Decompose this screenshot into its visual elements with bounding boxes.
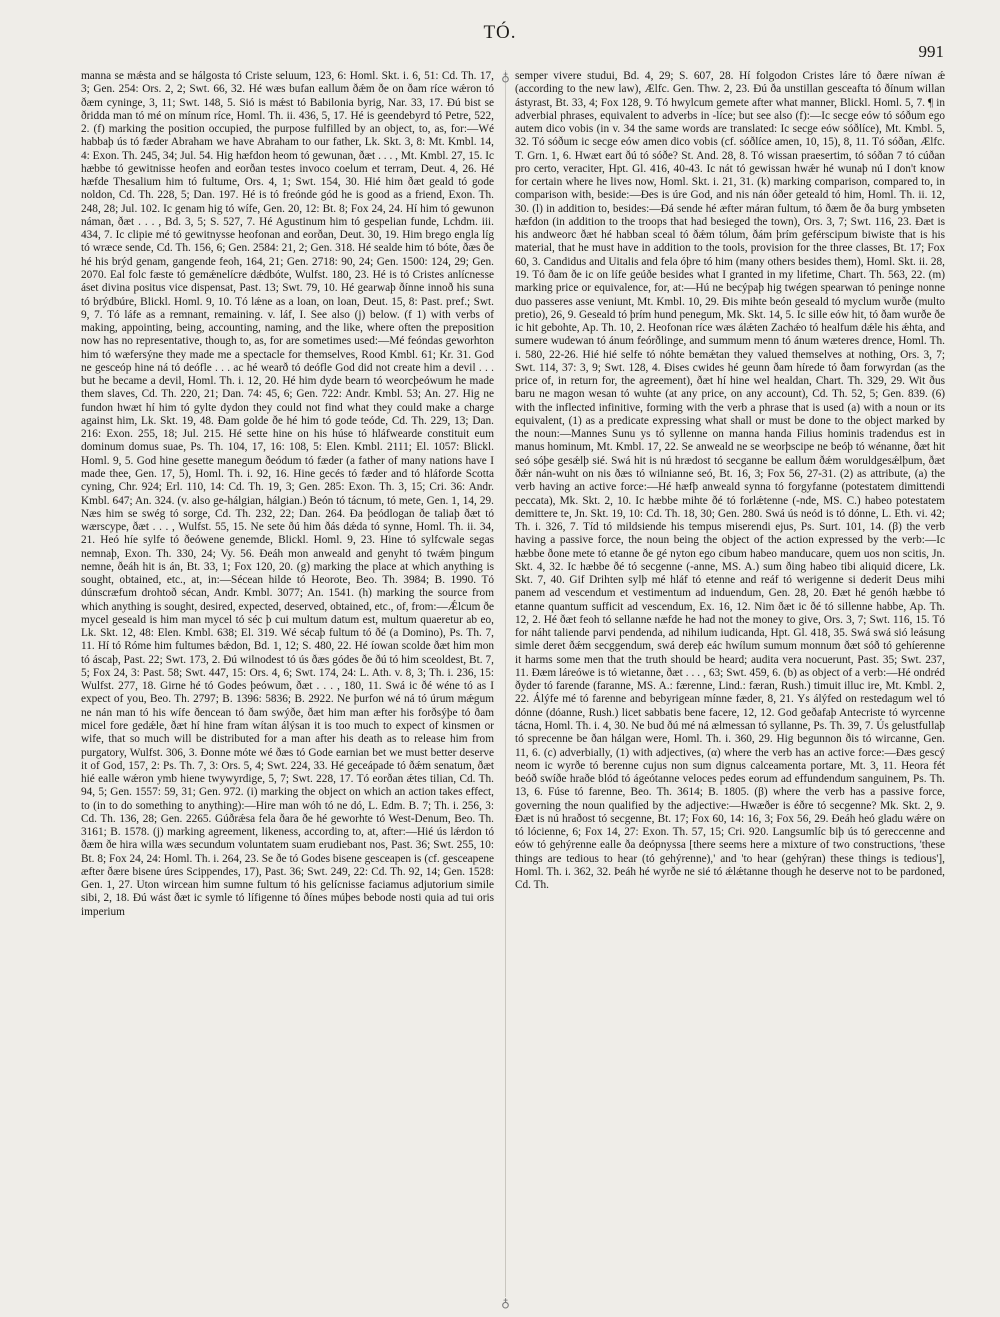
page-number: 991 <box>918 42 944 61</box>
divider-ornament-bottom: ♁ <box>501 1296 510 1310</box>
left-column <box>81 70 494 1307</box>
column-divider <box>505 70 506 1297</box>
running-headword: TÓ. <box>483 22 517 43</box>
divider-ornament-top: ♁ <box>501 70 510 84</box>
right-column <box>515 70 945 1307</box>
right-column-text: semper vivere studui, Bd. 4, 29; S. 607, 28. Hí folgodon Cristes láre tó ðære níwan ǽ (according to the new law), Ælfc. Gen. Thw. 2, 23. Ðú ða unstillan gesceafta tó ðínum willan ástyrast, Bt. 33, 4; Fox 128, 9. Tó hwylcum gemete after what manner, Blickl. Homl. 5, 7. ¶ in adverbial phrases, equivalent to adverbs in -líce; but see also (f):—Ic secge eów tó sóðum ego autem dico vobis (in v. 34 the same words are translated: Ic secge eów sóðlíce), Mt. Kmbl. 5, 32. Tó sóðum ic secge eów amen dico vobis (cf. sóðlíce amen, 10, 15), 8, 11. Tó sóðan, Ælfc. T. Grn. 1, 6. Hwæt eart ðú tó sóðe? St. And. 28, 8. Tó wissan praesertim, tó sóðan 7 tó cúðan pro certo, veraciter, Hpt. Gl. 416, 40-43. Ic nát tó gewissan hwǽr hé wunaþ nú I don't know for certain where he lives now, Homl. Skt. i. 21, 31. (k) marking comparison, compared to, in comparison with, beside:—Ðes is úre God, and nis nán óðer geteald tó him, Homl. Th. ii. 12, 30. (l) in addition to, besides:—Ðá sende hé æfter máran fultum, tó ðæm ðe ða burg ymbseten hæfdon (in addition to the troops that had besieged the town), Ors. 3, 7; Swt. 116, 23. Ðæt is his andweorc ðæt hé habban sceal tó ðǽm tólum, ðám þrím geférscipum biwiste that is his material, that he must have in addition to the tools, provision for the three classes, Bt. 17; Fox 60, 3. Candidus and Uitalis and fela óþre tó him (many others besides them), Homl. Skt. ii. 28, 19. Tó ðam ðe ic on lífe geúðe besides what I granted in my lifetime, Chart. Th. 563, 22. (m) marking price or equivalence, for, at:—Hú ne becýpaþ hig twégen spearwan tó peninge nonne duo passeres asse veniunt, Mt. Kmbl. 10, 29. Ðis mihte beón geseald tó myclum wurðe (multo pretio), 26, 9. Geseald tó þrím hund penegum, Mk. Skt. 14, 5. Ic sille eów hit, tó ðam wurðe ðe ic hit gebohte, Ap. Th. 10, 2. Heofonan ríce wæs álǽten Zachǽo tó healfum dǽle his ǽhta, and sumere wudewan tó ánum feórðlinge, and summum menn tó ánum wæteres drence, Homl. Th. i. 580, 22-26. Hié hié selfe tó nóhte bemǽtan they valued themselves at nothing, Ors. 3, 7; Swt. 114, 37: 3, 9; Swt. 128, 4. Ðises cwides hé geunn ðam hírede tó ðam forwyrdan (as the price of, in return for, the agreement), ðæt hí hine wel healdan, Chart. Th. 329, 29. Wit ðus baru ne magon wesan tó wuhte (at any price, on any account), Cd. Th. 52, 5; Gen. 839. (6) with the inflected infinitive, forming with the verb a phrase that is used (a) with a noun or its equivalent, (1) as a predicate expressing what shall or must be done to the object marked by the noun:—Mannes Sunu ys tó syllenne on manna handa Filius hominis tradendus est in manus hominum, Mt. Kmbl. 17, 22. Se anweald ne se weorþscipe ne beóþ tó wénanne, ðæt hit seó sóþe gesǽlþ sié. Swá hit is nú hrædost tó secganne be eallum ðǽm woruldgesǽlþum, ðæt ðǽr nán-wuht on nis ðæs tó wilnianne seó, Bt. 16, 3; Fox 56, 27-31. (2) as attribute, (a) the verb having an active force:—Hé hæfþ anweald synna tó forgyfanne (potestatem dimittendi peccata), Mk. Skt. 2, 10. Ic hæbbe mihte ðé tó forlǽtenne (-nde, MS. C.) habeo potestatem demittere te, Jn. Skt. 19, 10: Cd. Th. 18, 30; Gen. 280. Swá ús neód is tó dónne, L. Eth. vi. 42; Th. i. 326, 7. Tíd tó mildsiende his tempus miserendi ejus, Ps. Surt. 101, 14. (β) the verb having a passive force, the noun being the object of the action expressed by the verb:—Ic hæbbe ðone mete tó etanne ðe gé nyton ego cibum habeo manducare, quem uos non scitis, Jn. Skt. 4, 32. Ic hæbbe ðé tó secgenne (-anne, MS. A.) sum ðing habeo tibi aliquid dicere, Lk. Skt. 7, 40. Gif Drihten sylþ mé hláf tó etenne and reáf tó werigenne si dederit Deus mihi panem ad vescendum et vestimentum ad induendum, Gen. 28, 20. Ðæt hé genóh hæbbe tó etanne quantum sufficit ad vescendum, Ex. 16, 12. Nim ðæt ic ðé tó sillenne habbe, Ap. Th. 12, 2. Hé ðæt feoh tó sellanne næfde he had not the money to give, Ors. 3, 7; Swt. 116, 15. Tó for náht taliende parvi pendenda, ad nihilum iudicanda, Hpt. Gl. 418, 35. Swá swá sió leásung simle deret ðǽm secggendum, swá dereþ eác hwílum sumum monnum ðæt sóð tó gehíerenne it harms some men that the truth should be heard; audita vera nocuerunt, Past. 35; Swt. 237, 11. Ðæm láreówe is tó wietanne, ðæt . . . , 63; Swt. 459, 6. (b) as object of a verb:—Hé ondréd ðyder tó farende (faranne, MS. A.: færenne, Lind.: færan, Rush.) timuit illuc ire, Mt. Kmbl. 2, 22. Álýfe mé tó farenne and bebyrigean mínne fæder, 8, 21. Ys álýfed on restedagum wel tó dónne (dóanne, Rush.) licet sabbatis bene facere, 12, 12. God geðafaþ Antecriste tó wyrcenne tácna, Homl. Th. i. 4, 30. Ne bud ðú mé ná ælmessan tó syllanne, Ps. Th. 39, 7. Ús gelustfullaþ tó sprecenne be ðan hálgan were, Homl. Th. i. 360, 29. Hig begunnon ðis tó wircanne, Gen. 11, 6. (c) adverbially, (1) with adjectives, (α) where the verb has an active force:—Ðæs gescý neom ic wyrðe tó berenne cujus non sum dignus calceamenta portare, Mt. 3, 11. Heora fét beóð swíðe hraðe blód tó ágeótanne veloces pedes eorum ad effundendum sanguinem, Ps. Th. 13, 6. Fúse tó farenne, Beo. Th. 3614; B. 1805. (β) where the verb has a passive force, governing the noun qualified by the adjective:—Hwæðer is éðre tó secgenne? Mk. Skt. 2, 9. Ðæt is nú hraðost tó secgenne, Bt. 17; Fox 60, 14: 16, 3; Fox 56, 29. Ðeáh heó gladu wǽre on tó lócienne, 6; Fox 14, 27: Exon. Th. 57, 15; Cri. 920. Langsumlíc biþ ús tó gereccenne and eów tó gehýrenne ealle ða deópnyssa [there seems here a mixture of two constructions, 'these things are tedious to hear (tó gehýrenne),' and 'to hear (gehýran) these things is tedious'], Homl. Th. i. 362, 32. Þeáh hé wyrðe ne sié tó ǽlǽtanne though he deserve not to be pardoned, Cd. Th. <box>515 70 945 892</box>
left-column-text: manna se mǽsta and se hálgosta tó Criste seluum, 123, 6: Homl. Skt. i. 6, 51: Cd. Th. 17, 3; Gen. 254: Ors. 2, 2; Swt. 66, 32. Hé wæs bufan eallum ðǽm ðe on ðam ríce wǽron tó ðæm cyninge, 3, 11; Swt. 148, 5. Sió is mǽst tó Babilonia byrig, Nar. 33, 17. Ðú bist se ðridda man tó mé on mínum ríce, Homl. Th. ii. 436, 5, 17. Hé is geendebyrd tó Petre, 522, 2. (f) marking the position occupied, the purpose fulfilled by an object, to, as, for:—Wé habbaþ ús tó fæder Abraham we have Abraham to our father, Lk. Skt. 3, 8: Mt. Kmbl. 14, 4: Exon. Th. 245, 34; Jul. 54. Hig hæfdon heom tó gewunan, ðæt . . . , Mt. Kmbl. 27, 15. Ic hæbbe tó gewitnisse heofen and eorðan testes invoco coelum et terram, Deut. 4, 26. Hé hæfde Thesalium him tó fultume, Ors. 4, 1; Swt. 154, 30. Hié him ðæt geald tó gode noldon, Cd. Th. 228, 5; Dan. 197. Hé is tó freónde gód he is good as a friend, Exon. Th. 248, 28; Jul. 102. Ic genam hig tó wífe, Gen. 20, 12: Bt. 8; Fox 24, 24. Hí him tó gewunon náman, ðæt . . . , Bd. 3, 5; S. 527, 7. Hé Agustinum him tó gespelian funde, Lchdm. iii. 434, 7. Ic clipie mé tó gewitnysse heofonan and eorðan, Deut. 30, 19. Him brego engla líg tó wræce sende, Cd. Th. 156, 6; Gen. 2584: 21, 2; Gen. 318. Hé sealde him tó bóte, ðæs ðe hé his brýd genam, gangende feoh, 164, 21; Gen. 2718: 90, 24; Gen. 1500: 124, 29; Gen. 2070. Eal folc fæste tó gemǽnelícre dǽdbóte, Wulfst. 180, 23. Hé is tó Cristes anlícnesse áset divina positus vice dispensat, Past. 13; Swt. 79, 10. Hé gearwaþ ðínne innoð his suna tó brýdbúre, Blickl. Homl. 9, 10. Tó lǽne as a loan, on loan, Deut. 15, 8: Past. pref.; Swt. 9, 7. Tó láfe as a remnant, remaining. v. láf, I. See also (j) below. (f 1) with verbs of making, appointing, being, accounting, naming, and the like, where often the preposition now has no representative, though to, as, for are sometimes used:—Mé feóndas geworhton him tó wæfersýne they made me a spectacle for themselves, Rood Kmbl. 61; Kr. 31. God ne gesceóp hine ná tó deófle . . . ac hé wearð tó deófle God did not create him a devil . . . but he became a devil, Homl. Th. i. 12, 20. Hé him dyde bearn tó weorcþeówum he made them slaves, Cd. Th. 220, 21; Dan. 74: 45, 6; Gen. 722: Andr. Kmbl. 53; An. 27. Hig ne fundon hwæt hí him tó gylte dydon they could not find what they could make a charge against him, Lk. Skt. 19, 48. Ðam golde ðe hé him tó gode teóde, Cd. Th. 229, 13; Dan. 216: Exon. 255, 18; Jul. 215. Hé sette hine on his húse tó hláfwearde constituit eum dominum domus suae, Ps. Th. 104, 17, 16: 108, 5: Elen. Kmbl. 2111; El. 1057: Blickl. Homl. 9, 5. God hine gesette manegum ðeódum tó fæder (a father of many nations have I made thee, Gen. 17, 5), Homl. Th. i. 92, 16. Hine gecés tó fæder and tó hláforde Scotta cyning, Chr. 924; Erl. 110, 14: Cd. Th. 19, 3; Gen. 285: Exon. Th. 3, 15; Cri. 36: Andr. Kmbl. 647; An. 324. (v. also ge-hálgian, hálgian.) Beón tó tácnum, tó mete, Gen. 1, 14, 29. Næs him se swég tó sorge, Cd. Th. 232, 22; Dan. 264. Ða þeódlogan ðe taliaþ ðæt tó wærscype, ðæt . . . , Wulfst. 55, 15. Ne sete ðú him ðás dǽda tó synne, Homl. Th. ii. 34, 21. Heó híe sylfe tó ðeówene genemde, Blickl. Homl. 9, 23. Hine tó sylfcwale segas nemnaþ, Exon. Th. 330, 24; Vy. 56. Ðeáh mon anweald and genyht tó twǽm þingum nemne, ðeáh hit is án, Bt. 33, 1; Fox 120, 20. (g) marking the place at which anything is sought, obtained, etc., at, in:—Sécean hilde tó Heorote, Beo. Th. 3984; B. 1990. Tó dúnscræfum drohtoð sécan, Andr. Kmbl. 3077; An. 1541. (h) marking the source from which anything is sought, desired, expected, deserved, obtained, etc., of, from:—Ǽlcum ðe mycel geseald is him man mycel tó séc þ cui multum datum est, multum quaeretur ab eo, Lk. Skt. 12, 48: Elen. Kmbl. 638; El. 319. Wé sécaþ fultum tó ðé (a Domino), Ps. Th. 7, 11. Hí tó Róme him fultumes bǽdon, Bd. 1, 12; S. 480, 22. Hé íowan scolde ðæt him mon tó áscaþ, Past. 22; Swt. 173, 2. Ðú wilnodest tó ús ðæs gódes ðe ðú tó him sceoldest, Bt. 7, 5; Fox 24, 3: Past. 58; Swt. 447, 15: Ors. 4, 6; Swt. 174, 24: L. Ath. v. 8, 3; Th. i. 236, 15: Wulfst. 277, 18. Girne hé tó Godes þeówum, ðæt . . . , 180, 11. Swá ic ðé wéne tó as I expect of you, Beo. Th. 2797; B. 1396: 5836; B. 2922. Ne þurfon wé ná tó úrum mǽgum ne nán man tó his wífe ðencean tó ðam swýðe, ðæt him man æfter his forðsýþe tó ðam micel fore gedǽle, ðæt hí hine fram wítan álýsan it is too much to expect of kinsmen or wife, that so much will be distributed for a man after his death as to release him from purgatory, Wulfst. 306, 3. Ðonne móte wé ðæs tó Gode earnian bet we must better deserve it of God, 157, 2: Ps. Th. 7, 3: Ors. 5, 4; Swt. 224, 33. Hé geceápade tó ðǽm senatum, ðæt hié ealle wǽron ymb hiene twywyrdige, 5, 7; Swt. 228, 17. Tó eorðan ǽtes tilian, Cd. Th. 94, 5; Gen. 1557: 59, 31; Gen. 972. (i) marking the object on which an action takes effect, to (in to do something to anything):—Hire man wóh tó ne dó, L. Edm. B. 7; Th. i. 256, 3: Cd. Th. 136, 28; Gen. 2265. Gúðrǽsa fela ðara ðe hé geworhte tó West-Denum, Beo. Th. 3161; B. 1578. (j) marking agreement, likeness, according to, at, after:—Hié ús lǽrdon tó ðæm ðe hira willa wæs secundum voluntatem suam erudiebant nos, Past. 36; Swt. 255, 10: Bt. 8; Fox 24, 24: Homl. Th. i. 264, 23. Se ðe tó Godes bisene gesceapen is (cf. gesceapene æfter ðære bisene úres Scippendes, 17), Past. 36; Swt. 249, 22: Cd. Th. 92, 14; Gen. 1528: Gen. 1, 27. Uton wircean him sumne fultum tó his gelícnisse faciamus adjutorium simile sibi, 2, 18. Ðú wást ðæt ic symle tó lífigenne tó ðínes múþes bebode nosti quia ad tui oris imperium <box>81 70 494 918</box>
